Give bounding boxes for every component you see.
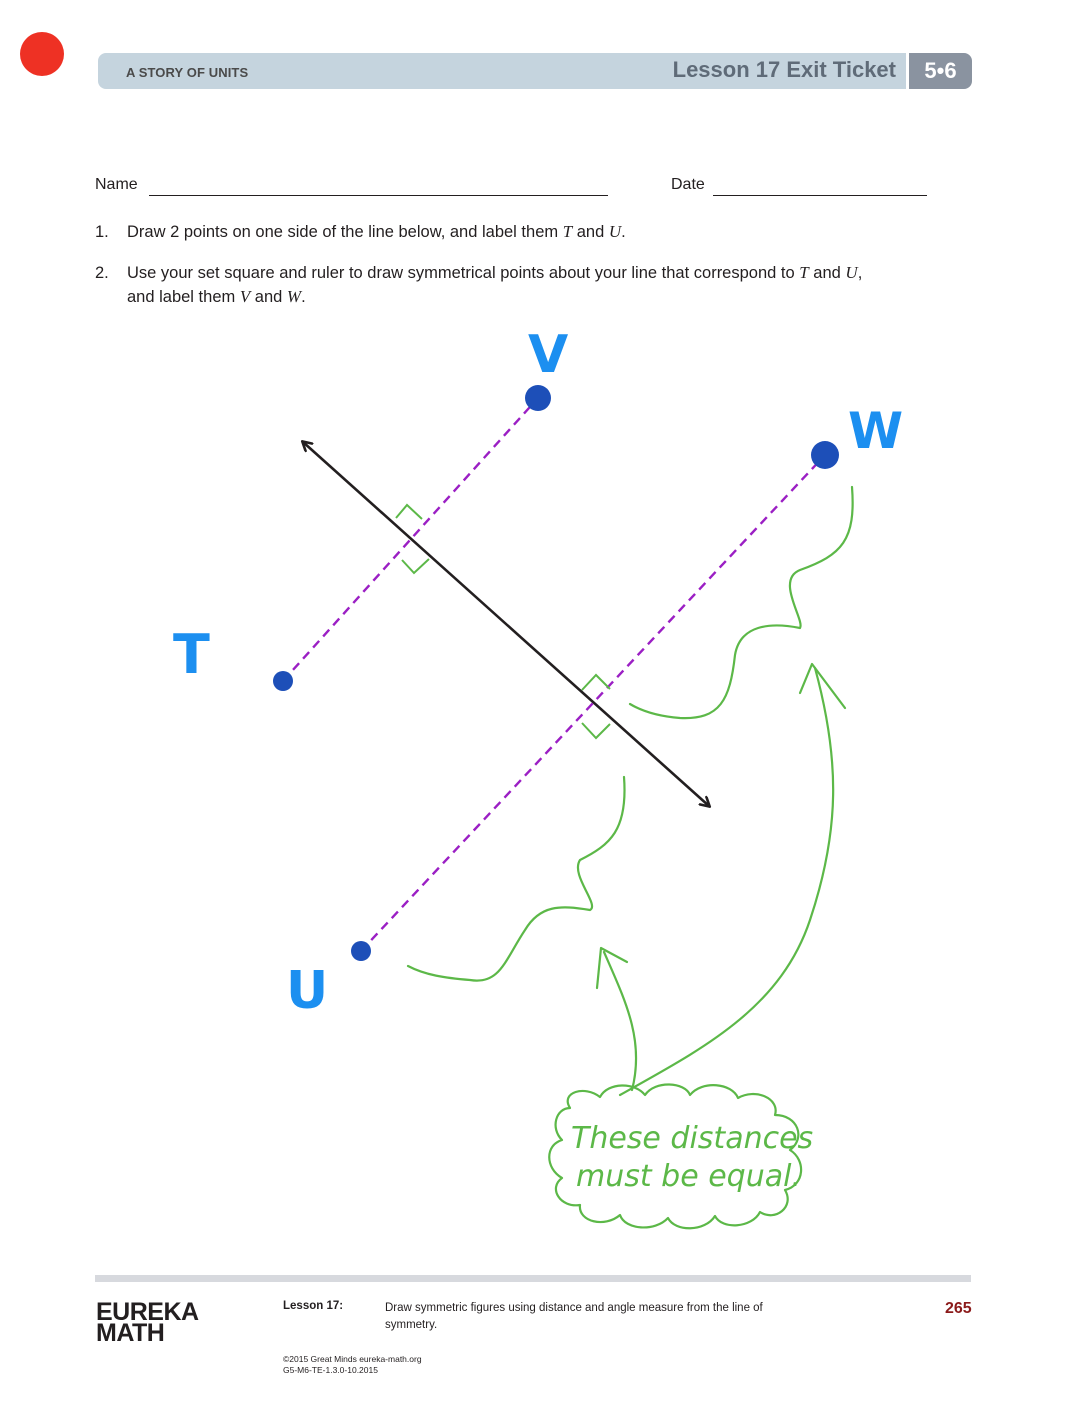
variable: T — [562, 222, 573, 241]
label-w: W — [848, 402, 904, 460]
brace-lower — [408, 777, 625, 981]
variable: U — [608, 222, 622, 241]
copyright-line: ©2015 Great Minds eureka-math.org — [283, 1354, 422, 1364]
point-w — [811, 441, 839, 469]
point-u — [351, 941, 371, 961]
logo-line: EUREKA — [96, 1298, 199, 1326]
footer-lesson-label: Lesson 17: — [283, 1300, 344, 1312]
series-name: A STORY OF UNITS — [126, 65, 249, 80]
text-segment: . — [301, 288, 306, 306]
grade-module-badge: 5•6 — [909, 53, 972, 89]
line-of-symmetry — [303, 442, 709, 806]
note-line-2: must be equal. — [576, 1159, 801, 1194]
point-t — [273, 671, 293, 691]
lesson-title: Lesson 17 Exit Ticket — [672, 57, 896, 82]
eureka-math-logo — [96, 1298, 199, 1347]
label-v: V — [528, 325, 569, 385]
variable: T — [799, 263, 809, 282]
copyright — [283, 1354, 422, 1376]
question-number: 1. — [95, 223, 109, 241]
variable: W — [286, 287, 302, 306]
text-segment: and — [250, 288, 287, 306]
note-line-1: These distances — [571, 1121, 814, 1156]
logo-line: MATH — [96, 1319, 165, 1347]
question-number: 2. — [95, 264, 109, 282]
arrow-to-upper-brace — [620, 668, 833, 1095]
text-segment: , — [857, 264, 863, 282]
distance-annotations — [408, 487, 853, 1095]
text-segment: and — [572, 223, 609, 241]
footer-rule — [95, 1275, 971, 1282]
text-segment: Draw 2 points on one side of the line below, and label them — [127, 223, 563, 241]
copyright-line: G5-M6-TE-1.3.0-10.2015 — [283, 1365, 378, 1375]
text-segment: and — [808, 264, 846, 282]
point-v — [525, 385, 551, 411]
date-label: Date — [671, 176, 705, 193]
cloud-bubble — [549, 1084, 801, 1228]
name-label: Name — [95, 176, 138, 193]
text-segment: and label them — [127, 288, 240, 306]
footer-description: Draw symmetric figures using distance and angle measure from the line of symmetry. — [385, 1302, 763, 1331]
arrow-to-lower-brace — [604, 952, 636, 1090]
label-u: U — [286, 961, 329, 1021]
page-number: 265 — [945, 1300, 972, 1317]
text-segment: Use your set square and ruler to draw symmetrical points about your line that correspond to — [127, 264, 800, 282]
variable: V — [239, 287, 251, 306]
text-segment: . — [621, 223, 626, 241]
label-t: T — [173, 623, 210, 686]
variable: U — [845, 263, 858, 282]
